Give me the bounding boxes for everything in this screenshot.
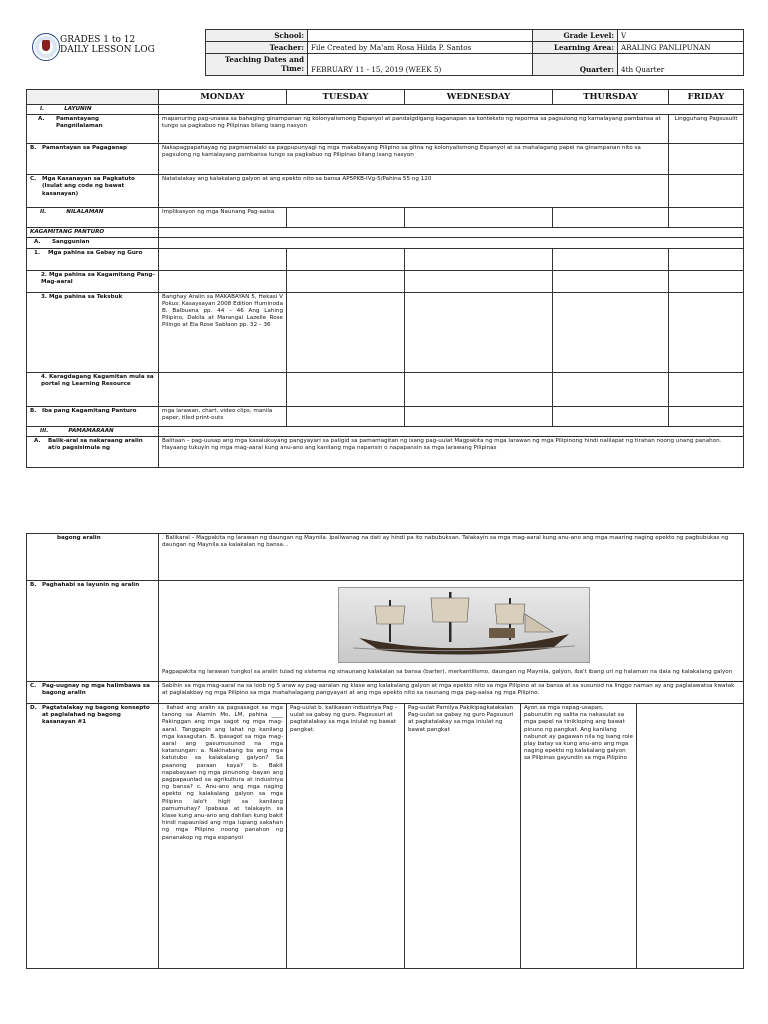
learning-area-value: ARALING PANLIPUNAN — [618, 42, 744, 54]
deped-seal-icon — [32, 33, 60, 61]
empty-cell — [159, 248, 287, 270]
empty-cell — [159, 105, 744, 115]
pagtatalakay-wednesday: Pag-uulat Pamilya Pakikipagkalakalan Pag-uulat sa gabay ng guro Pagsusuri at pagtatalakay sa mga iniulat ng bawat pangkat — [405, 704, 521, 969]
row-iba-pang-kagamitan — [27, 406, 159, 426]
row-paghahabi — [27, 581, 159, 682]
pagtatalakay-tuesday: Pag-uulat b. kalikasan industriya Pag – uulat sa gabay ng guro. Pagsusuri at pagtatalakay sa mga iniulat ng bawat pangkat. — [287, 704, 405, 969]
row-gabay-text: Mga pahina sa Gabay ng Guro — [48, 249, 143, 256]
row-pagtatalakay-text: Pagtatalakay ng bagong konsepto at paglalahad ng bagong kasanayan #1 — [42, 705, 150, 726]
school-label: School: — [206, 30, 308, 42]
row-iba-text: Iba pang Kagamitang Panturo — [42, 407, 137, 414]
row-sanggunian-text: Sanggunian — [52, 239, 90, 246]
dates-value: FEBRUARY 11 - 15, 2019 (WEEK 5) — [308, 54, 533, 76]
empty-cell — [159, 372, 287, 406]
empty-cell — [669, 270, 744, 292]
day-wednesday: WEDNESDAY — [405, 90, 553, 105]
row-a-label: A. — [38, 116, 45, 123]
row-sanggunian — [27, 238, 159, 248]
empty-cell — [405, 248, 553, 270]
form-title-line1: GRADES 1 to 12 — [60, 35, 136, 45]
section-ii-title: NILALAMAN — [66, 209, 104, 216]
iba-pang-kagamitan-content: mga larawan, chart, video clips, manila paper, tiled print-outs — [159, 406, 287, 426]
row-teksbuk: 3. Mga pahina sa Teksbuk — [27, 292, 159, 372]
mga-kasanayan-content: Natatalakay ang kalakalang galyon at ang epekto nito sa bansa AP5PKB-IVg-5/Pahina 55 ng 120 — [159, 175, 669, 208]
row-pag-uugnay-label: C. — [30, 683, 37, 689]
row-c-label: C. — [30, 176, 37, 183]
logo-block — [26, 29, 206, 73]
empty-cell — [669, 292, 744, 372]
dates-label: Teaching Dates and Time: — [206, 54, 308, 76]
row-pagtatalakay — [27, 704, 159, 969]
section-ii-num: II. — [40, 209, 47, 216]
empty-cell — [669, 248, 744, 270]
empty-cell — [553, 372, 669, 406]
row-b-text: Pamantayan sa Pagaganap — [42, 145, 128, 152]
empty-cell — [669, 175, 744, 208]
empty-cell — [159, 228, 744, 238]
section-layunin-num: I. — [40, 106, 45, 112]
quarter-value: 4th Quarter — [618, 54, 744, 76]
row-balik-aral — [27, 436, 159, 467]
row-sanggunian-label: A. — [34, 239, 41, 246]
pagtatalakay-monday: . Ilahad ang aralin sa pagsasagot sa mga tanong sa Alamin Mo, LM, pahina ____ Pakinggan ang mga sagot ng mga mag-aaral. Tanggapin ang lahat ng kanilang mga kasagutan. B. Ipasagot sa mga mag-aaral ang gasumusunod na mga katanungan: a. Nakinabang ba ang mga katutubo sa kalakalang galyon? Sa paanong paraan kaya? b. Bakit napabayaan ng mga pinunong -bayan ang pagpapaunlad sa agrikultura at industriya ng bansa? c. Anu-ano ang mga naging epekto ng kalakalang galyon sa mga Pilipino lalo't higit sa kanilang pamumuhay? Ipabasa at talakayin sa klase kung anu-ano ang dahilan kung bakit hindi napaunlad ang mga lupang sakahan ng mga Pilipino noong panahon ng pananakop ng mga espanyol — [159, 704, 287, 969]
empty-cell — [287, 270, 405, 292]
section-pamamaraan — [27, 426, 159, 436]
empty-cell — [287, 372, 405, 406]
section-layunin-title: LAYUNIN — [64, 106, 92, 112]
pamantayang-pangnilalaman-content: mapanuring pag-unawa sa bahaging ginampanan ng kolonyalismong Espanyol at pandaigdigang kaganapan sa konteksto ng reporma sa pagsulong ng kamalayang pambansa at tungo sa pagkabuo ng Pilipinas bilang isang nasyon — [159, 115, 669, 144]
row-pag-uugnay-text: Pag-uugnay ng mga halimbawa sa bagong aralin — [42, 683, 150, 697]
lesson-table-page2 — [26, 533, 744, 969]
galleon-image — [338, 587, 590, 663]
row-c-text: Mga Kasanayan sa Pagkatuto (Isulat ang code ng bawat kasanayan) — [42, 176, 135, 197]
balik-aral-content: Balitaan – pag-uusap ang mga kasalukuyang pangyayari sa paligid sa pamamagitan ng isang pag-uulat Magpakita ng mga larawan ng mga Pilipinong hindi nalilapat ng tirahan noong unang panahon. Hayaang tukuyin ng mga mag-aaral kung anu-ano ang kanilang mga napansin o napapansin sa mga larawang Pilipinas — [159, 436, 744, 467]
teksbuk-content: Banghay Aralin sa MAKABAYAN 5, Hekasi V Pokus: Kasaysayan 2008 Edition Huminoda B. Balbuena pp. 44 – 46 Ang Lahing Pilipino, Dakila at Marangal Lazelle Rose Pilingo at Ela Rose Sablaon pp. 32 – 36 — [159, 292, 287, 372]
row-iba-label: B. — [30, 407, 37, 414]
row-paghahabi-label: B. — [30, 582, 37, 588]
empty-cell — [287, 248, 405, 270]
empty-cell — [287, 208, 405, 228]
lingguhang-pagsusulit: Lingguhang Pagsusulit — [669, 115, 744, 144]
teacher-value: File Created by Ma'am Rosa Hilda P. Santos — [308, 42, 533, 54]
empty-cell — [405, 406, 553, 426]
row-pamantayang-pangnilalaman — [27, 115, 159, 144]
header-table — [205, 29, 744, 76]
section-layunin — [27, 105, 159, 115]
empty-cell — [405, 292, 553, 372]
empty-cell — [405, 208, 553, 228]
paghahabi-content-cell — [159, 581, 744, 682]
nilalaman-monday: Implikasyon ng mga Naunang Pag-aalsa — [159, 208, 287, 228]
empty-cell — [553, 208, 669, 228]
learning-area-label: Learning Area: — [533, 42, 618, 54]
day-tuesday: TUESDAY — [287, 90, 405, 105]
empty-cell — [405, 270, 553, 292]
empty-cell — [669, 208, 744, 228]
empty-cell — [669, 144, 744, 175]
empty-cell — [669, 406, 744, 426]
pamantayan-pagaganap-content: Nakapagpapahayag ng pagmamalaki sa pagpupunyagi ng mga makabayang Pilipino sa gitna ng kolonyalismong Espanyol at sa mahalagang papel na ginampanan nito sa pagsulong ng kamalayang pambansa tungo sa pagkabuo ng Pilipinas bilang isang nasyon — [159, 144, 669, 175]
empty-cell — [287, 292, 405, 372]
section-kagamitang-panturo: KAGAMITANG PANTURO — [27, 228, 159, 238]
lesson-table-page1 — [26, 89, 744, 468]
row-pagtatalakay-label: D. — [30, 705, 37, 711]
empty-cell — [287, 406, 405, 426]
empty-cell — [669, 372, 744, 406]
row-balik-label: A. — [34, 437, 41, 444]
row-gabay-ng-guro — [27, 248, 159, 270]
row-a-text: Pamantayang Pangnilalaman — [56, 116, 103, 130]
row-pamantayan-pagaganap — [27, 144, 159, 175]
section-iii-title: PAMAMARAAN — [68, 427, 114, 434]
corner-cell — [27, 90, 159, 105]
empty-cell — [159, 426, 744, 436]
quarter-label: Quarter: — [533, 54, 618, 76]
empty-cell — [405, 372, 553, 406]
row-pag-uugnay — [27, 682, 159, 704]
form-title — [60, 35, 155, 55]
grade-level-value: V — [618, 30, 744, 42]
pagtatalakay-thursday: Ayon sa mga napag-usapan, pabunutin ng salita na nakasulat sa mga papel na tinikloping ang bawat pinuno ng pangkat. Ang kanilang nabunot ay gagawan nila ng isang role play batay sa kung anu-ano ang mga naging epekto ng kalakalang galyon sa Pilipinas gayundin sa mga Pilipino — [521, 704, 637, 969]
balikaral-daungan-content: . Balikaral – Magpakita ng larawan ng daungan ng Maynila. Ipaliwanag na dati ay hindi pa ito nabubuksan. Talakayin sa mga mag-aaral kung anu-ano ang mga maaring naging epekto ng pagbubukas ng daungan ng Maynila sa kalakalan ng bansa. . — [159, 534, 744, 581]
paghahabi-text: Pagpapakita ng larawan tungkol sa aralin tulad ng sistema ng sinaunang kalakalan sa bansa (barter), merkantilismo, daungan ng Maynila, galyon, iba't ibang uri ng halaman na dala ng kalakalang galyon — [162, 669, 733, 675]
row-bagong-aralin: bagong aralin — [27, 534, 159, 581]
day-friday: FRIDAY — [669, 90, 744, 105]
row-karagdagang-kagamitan: 4. Karagdagang Kagamitan mula sa portal ng Learning Resource — [27, 372, 159, 406]
grade-level-label: Grade Level: — [533, 30, 618, 42]
day-monday: MONDAY — [159, 90, 287, 105]
section-iii-num: III. — [40, 427, 49, 434]
row-b-label: B. — [30, 145, 37, 152]
school-value — [308, 30, 533, 42]
teacher-label: Teacher: — [206, 42, 308, 54]
row-mga-kasanayan — [27, 175, 159, 208]
day-thursday: THURSDAY — [553, 90, 669, 105]
pag-uugnay-content: Sabihin sa mga mag-aaral na sa loob ng 5 araw ay pag-aaralan ng klase ang kalakalang galyon at mga epekto nito sa mga Pilipino at sa bansa at sa susunod na linggo naman ay ang paglalawatsa kwatak at paglalakbay ng mga Pilipino sa mga mahahalagang pangyayari at ang mga epekto nito sa naunang mga pag-aalsa ng mga Pilipino. — [159, 682, 744, 704]
section-nilalaman — [27, 208, 159, 228]
empty-cell — [553, 270, 669, 292]
empty-cell — [553, 292, 669, 372]
row-paghahabi-text: Paghahabi sa layunin ng aralin — [42, 582, 140, 588]
empty-cell — [159, 270, 287, 292]
empty-cell — [159, 238, 744, 248]
pagtatalakay-friday — [637, 704, 744, 969]
form-title-line2: DAILY LESSON LOG — [60, 45, 155, 55]
empty-cell — [553, 406, 669, 426]
row-balik-text: Balik-aral sa nakaraang aralin at/o pagsisimula ng — [48, 437, 143, 452]
row-gabay-num: 1. — [34, 249, 41, 256]
row-kagamitang-pang-mag-aaral: 2. Mga pahina sa Kagamitang Pang-Mag-aaral — [27, 270, 159, 292]
empty-cell — [553, 248, 669, 270]
galleon-ship-icon — [339, 588, 589, 662]
